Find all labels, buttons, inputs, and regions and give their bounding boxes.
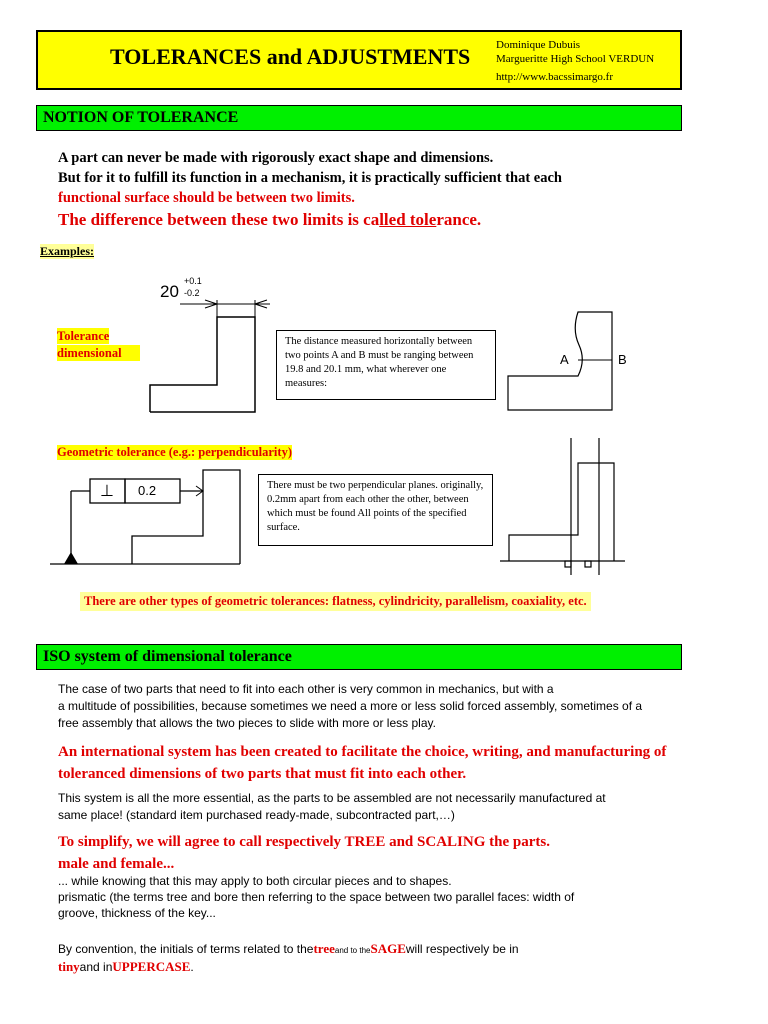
iso-paragraph-6 (58, 940, 519, 960)
section-heading-tolerance: NOTION OF TOLERANCE (36, 105, 682, 131)
iso-p2-line-1: An international system has been created to facilitate the choice, writing, and manufacturing of (58, 744, 667, 760)
convention-text-a: By convention, the initials of terms related to the (58, 942, 314, 956)
page-title: TOLERANCES and ADJUSTMENTS (110, 44, 471, 69)
dimension-lower: -0.2 (184, 288, 200, 298)
iso-p5-line-2: prismatic (the terms tree and bore then referring to the space between two parallel faces: width of (58, 890, 575, 904)
other-tolerance-types: There are other types of geometric tolerances: flatness, cylindricity, parallelism, coaxiality, etc. (80, 592, 591, 611)
iso-p4-line-2: male and female... (58, 856, 175, 872)
iso-p3-line-2: same place! (standard item purchased ready-made, subcontracted part,…) (58, 808, 455, 822)
intro-line-2: But for it to fulfill its function in a mechanism, it is practically sufficient that each (58, 170, 562, 186)
iso-paragraph-2 (58, 741, 768, 785)
geometric-label: Geometric tolerance (e.g.: perpendicularity) (57, 445, 292, 459)
iso-paragraph-4 (58, 831, 550, 875)
iso-p5-line-1: ... while knowing that this may apply to both circular pieces and to shapes. (58, 874, 452, 888)
point-b-label: B (618, 352, 627, 367)
intro-line-3: functional surface should be between two limits. (58, 190, 355, 206)
iso-paragraph-5 (58, 873, 574, 921)
iso-paragraph-3 (58, 790, 606, 824)
iso-p2-line-2: toleranced dimensions of two parts that must fit into each other. (58, 766, 467, 782)
perpendicularity-icon: ⊥ (100, 483, 114, 500)
author-school: Margueritte High School VERDUN (496, 53, 655, 65)
definition-part-b: lled tole (379, 210, 437, 229)
tiny-term: tiny (58, 959, 80, 974)
tree-term: tree (313, 941, 335, 956)
sage-term: SAGE (370, 941, 406, 956)
geometric-tolerance-value: 0.2 (138, 483, 157, 498)
dimension-upper: +0.1 (184, 276, 202, 286)
convention-small-text: and to the (334, 946, 371, 955)
iso-paragraph-1 (58, 681, 642, 732)
convention-end: . (190, 960, 194, 974)
iso-p5-line-3: groove, thickness of the key... (58, 906, 216, 920)
convention-text-b: will respectively be in (405, 942, 519, 956)
section-heading-iso: ISO system of dimensional tolerance (36, 644, 682, 670)
iso-p1-line-1: The case of two parts that need to fit into each other is very common in mechanics, but with a (58, 682, 554, 696)
iso-p3-line-1: This system is all the more essential, as the parts to be assembled are not necessarily manufactured at (58, 791, 606, 805)
dimensional-explanation-box: The distance measured horizontally between two points A and B must be ranging between 19.8 and 20.1 mm, what wherever one measures: (276, 330, 496, 400)
iso-p4-line-1: To simplify, we will agree to call respectively TREE and SCALING the parts. (58, 834, 550, 850)
dim-label-2: dimensional (57, 345, 140, 361)
dim-label-1: Tolerance (57, 329, 110, 343)
uppercase-term: UPPERCASE (112, 959, 191, 974)
convention-and: and in (79, 960, 113, 974)
iso-p1-line-3: free assembly that allows the two pieces to slide with more or less play. (58, 716, 436, 730)
geometric-explanation-box: There must be two perpendicular planes. originally, 0.2mm apart from each other the other, between which must be found All points of the specified surface. (258, 474, 493, 546)
author-url[interactable]: http://www.bacssimargo.fr (496, 71, 614, 83)
definition-part-c: rance. (436, 210, 482, 229)
iso-paragraph-6-line-2 (58, 958, 194, 976)
dimension-nominal: 20 (160, 282, 179, 301)
intro-line-1: A part can never be made with rigorously exact shape and dimensions. (58, 150, 494, 166)
author-name: Dominique Dubuis (496, 39, 581, 51)
point-a-label: A (560, 352, 569, 367)
definition-part-a: The difference between these two limits is ca (58, 210, 380, 229)
examples-label: Examples: (40, 244, 94, 258)
iso-p1-line-2: a multitude of possibilities, because sometimes we need a more or less solid forced assembly, sometimes of a (58, 699, 643, 713)
